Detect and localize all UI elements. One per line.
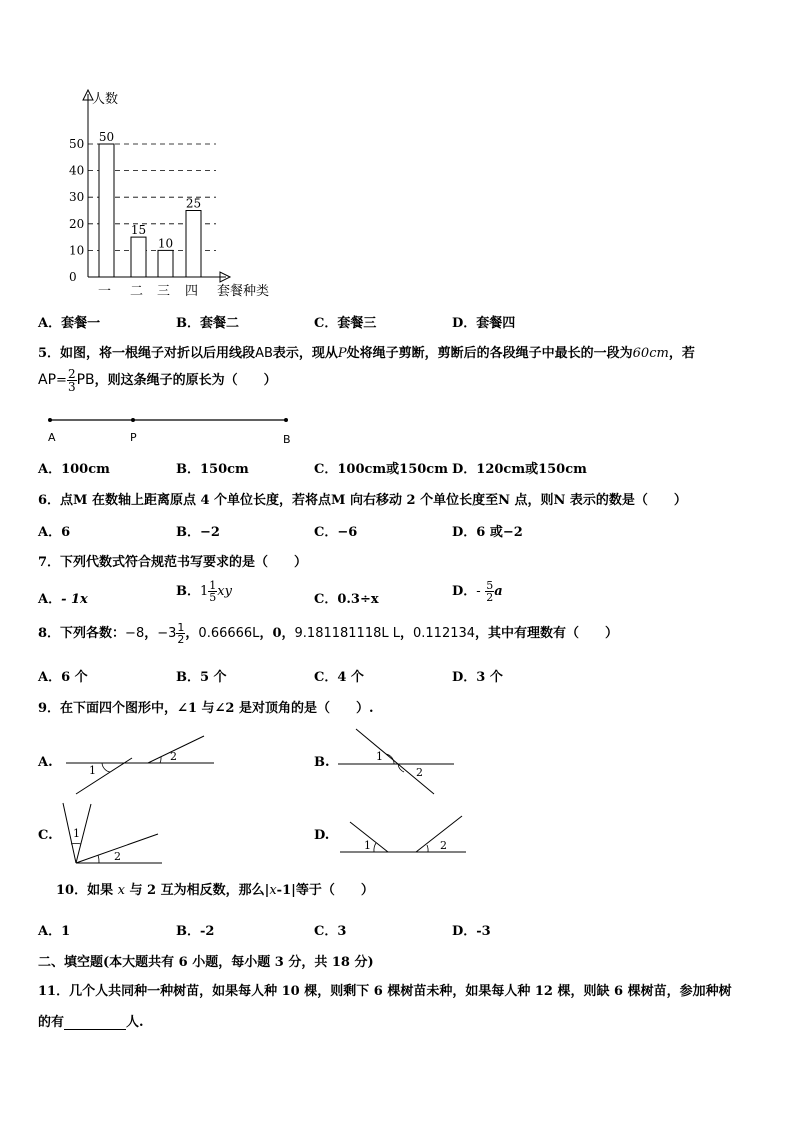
y-tick-label: 30 (69, 190, 85, 205)
x-tick-label: 三 (156, 284, 171, 299)
q5-option-d[interactable]: D．120cm或150cm (452, 462, 587, 477)
point-b-label: B (283, 433, 291, 446)
svg-text:1: 1 (364, 839, 371, 852)
bar-4 (186, 211, 201, 278)
y-tick-labels (69, 137, 84, 284)
y-tick-label: 20 (69, 216, 85, 231)
q4-option-b[interactable]: B．套餐二 (176, 316, 239, 331)
q10-option-b[interactable]: B．-2 (176, 924, 215, 939)
q10-option-a[interactable]: A．1 (38, 924, 71, 939)
q6-option-c[interactable]: C．−6 (314, 525, 358, 540)
q8-option-b[interactable]: B．5 个 (176, 670, 227, 685)
q7-option-c[interactable]: C．0.3÷x (314, 592, 379, 607)
q4-option-c[interactable]: C．套餐三 (314, 316, 377, 331)
svg-text:1: 1 (73, 827, 80, 840)
svg-text:1: 1 (89, 764, 96, 777)
q9-figure-c[interactable] (58, 800, 168, 870)
chart-bars (99, 130, 201, 277)
bar-2 (131, 237, 146, 277)
q7-option-b[interactable]: B．1 $\frac{1}{5}$ xy (176, 579, 232, 604)
q5-segment-figure (40, 410, 310, 450)
q6-option-a[interactable]: A．6 (38, 525, 71, 540)
q4-option-d[interactable]: D．套餐四 (452, 316, 516, 331)
x-tick-labels (98, 284, 198, 299)
q8-stem: 8．下列各数：−8，−3 $\frac{1}{2}$ ，0.66666L，0，9.181181118L L，0.112134，其中有理数有（ ） (38, 621, 619, 646)
point-p-label: P (130, 431, 137, 444)
y-tick-label: 10 (69, 243, 85, 258)
q5-stem-line1: 5．如图，将一根绳子对折以后用线段AB表示，现从P处将绳子剪断，剪断后的各段绳子中最长的一段为60cm，若 (38, 346, 695, 361)
bar-value-label: 25 (185, 196, 202, 211)
bar-value-label: 10 (157, 236, 174, 251)
q11-stem-line1: 11．几个人共同种一种树苗，如果每人种 10 棵，则剩下 6 棵树苗未种，如果每人种 12 棵，则缺 6 棵树苗，参加种树 (38, 984, 732, 999)
svg-text:2: 2 (170, 750, 177, 763)
x-axis-label: 套餐种类 (217, 284, 270, 299)
x-tick-label: 二 (129, 284, 144, 299)
q5-option-b[interactable]: B．150cm (176, 462, 249, 477)
bar-1 (99, 144, 114, 277)
q5-option-a[interactable]: A．100cm (38, 462, 110, 477)
q10-stem: 10．如果 x 与 2 互为相反数，那么|x-1|等于（ ） (56, 883, 374, 898)
q6-option-d[interactable]: D．6 或−2 (452, 525, 523, 540)
bar-value-label: 15 (130, 223, 147, 238)
y-tick-label: 0 (69, 270, 77, 284)
bar-3 (158, 250, 173, 277)
q9-figure-a[interactable] (62, 730, 222, 800)
y-tick-label: 50 (69, 137, 85, 151)
q5-stem-line2: AP= $\frac{2}{3}$ PB，则这条绳子的原长为（ ） (38, 367, 277, 394)
q11-answer-blank[interactable] (64, 1017, 126, 1030)
q10-option-d[interactable]: D．-3 (452, 924, 491, 939)
svg-text:1: 1 (376, 750, 383, 763)
q8-option-c[interactable]: C．4 个 (314, 670, 364, 685)
x-tick-label: 一 (97, 284, 112, 299)
svg-text:2: 2 (114, 850, 121, 863)
bar-chart (58, 86, 288, 306)
q5-fraction: $\frac{2}{3}$ (67, 367, 76, 394)
x-tick-label: 四 (184, 284, 199, 299)
y-tick-label: 40 (69, 163, 85, 178)
q9-option-a-label[interactable]: A. (38, 755, 53, 770)
svg-text:2: 2 (440, 839, 447, 852)
q7-option-d[interactable]: D．- $\frac{5}{2}$ a (452, 579, 503, 604)
q9-option-c-label[interactable]: C. (38, 828, 53, 843)
q5-option-c[interactable]: C．100cm或150cm (314, 462, 448, 477)
q9-option-d-label[interactable]: D. (314, 828, 330, 843)
q9-figure-d[interactable] (336, 812, 472, 858)
q7-option-a[interactable]: A．- 1x (38, 592, 88, 607)
q9-stem: 9．在下面四个图形中，∠1 与∠2 是对顶角的是（ ）. (38, 701, 374, 716)
svg-text:2: 2 (416, 766, 423, 779)
q7-stem: 7．下列代数式符合规范书写要求的是（ ） (38, 555, 308, 570)
bar-value-label: 50 (98, 130, 115, 144)
q6-stem: 6．点M 在数轴上距离原点 4 个单位长度，若将点M 向右移动 2 个单位长度至N 点，则N 表示的数是（ ） (38, 493, 687, 508)
q10-option-c[interactable]: C．3 (314, 924, 347, 939)
q4-option-a[interactable]: A．套餐一 (38, 316, 101, 331)
y-axis-label: 人数 (92, 92, 119, 107)
q6-option-b[interactable]: B．−2 (176, 525, 220, 540)
point-a-label: A (48, 431, 56, 444)
q9-figure-b[interactable] (334, 726, 464, 798)
section-2-title: 二、填空题(本大题共有 6 小题，每小题 3 分，共 18 分) (38, 955, 374, 970)
q11-stem-line2: 的有 人. (38, 1015, 144, 1030)
q8-option-d[interactable]: D．3 个 (452, 670, 503, 685)
q8-option-a[interactable]: A．6 个 (38, 670, 88, 685)
q9-option-b-label[interactable]: B. (314, 755, 330, 770)
